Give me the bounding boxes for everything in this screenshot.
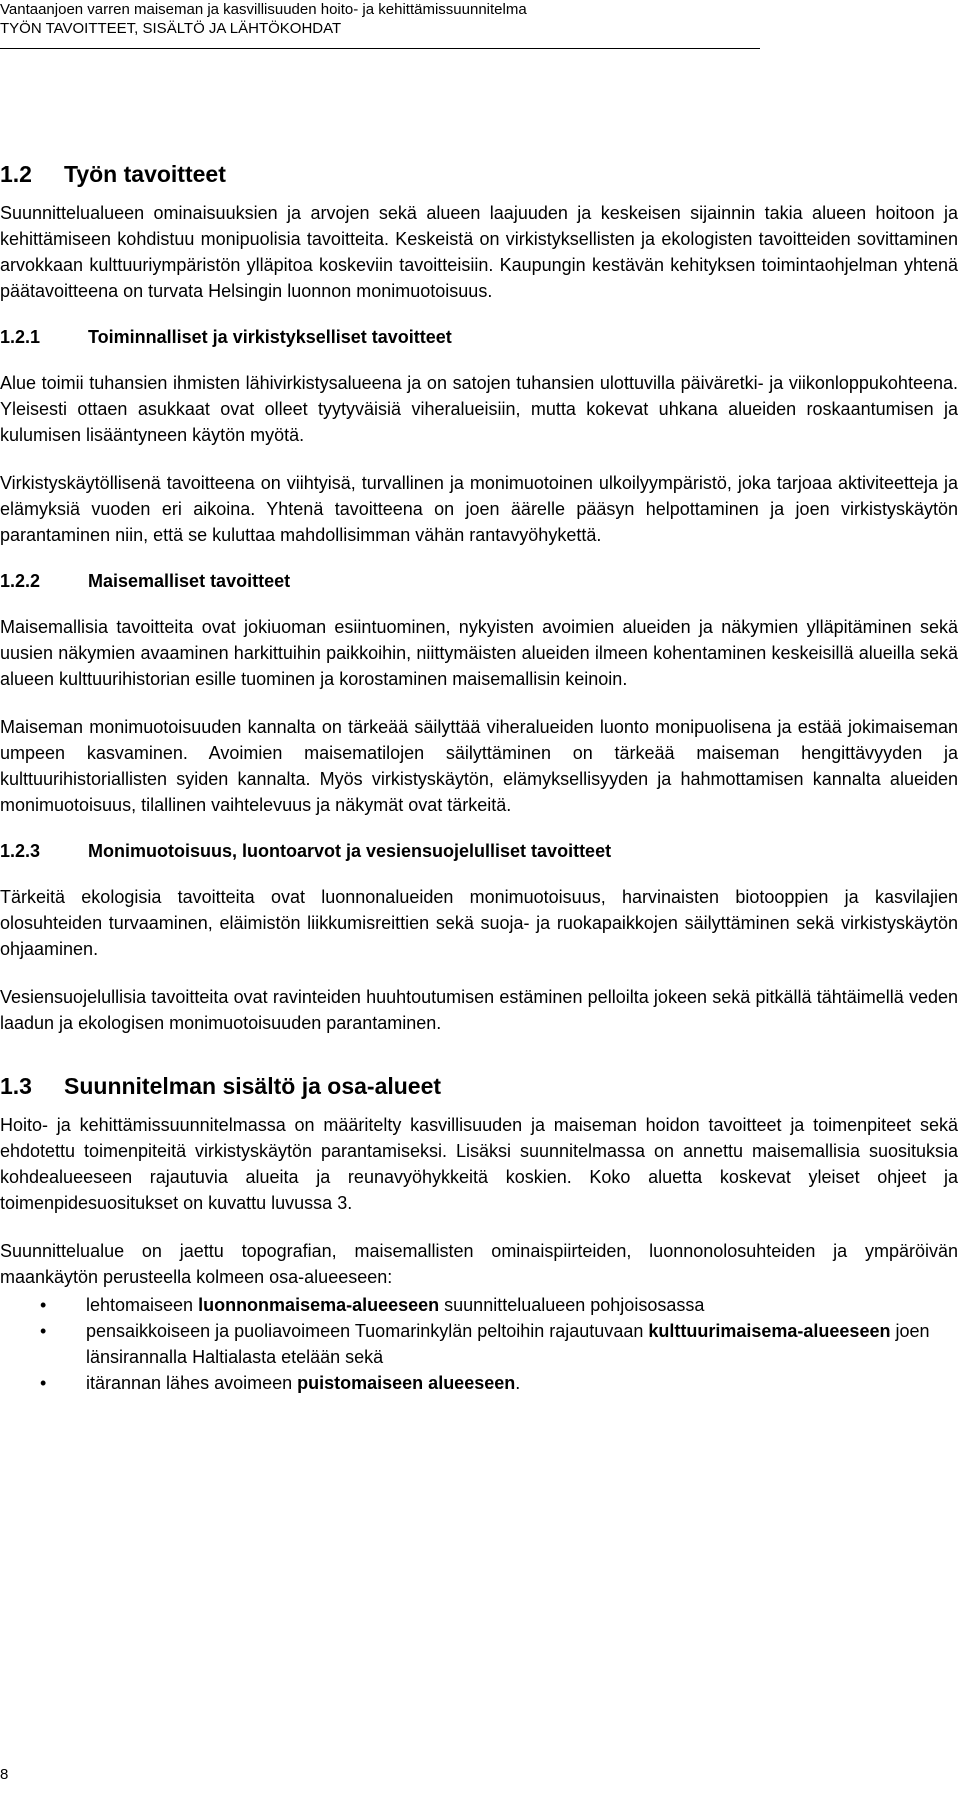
header-divider — [0, 48, 760, 49]
section-number: 1.2.1 — [0, 327, 41, 347]
paragraph: Suunnittelualue on jaettu topografian, maisemallisten ominaispiirteiden, luonnonolosuhteiden ja ympäröivän maankäytön perusteella kolmeen osa-alueeseen: — [0, 1241, 958, 1287]
section-title: Suunnitelman sisältö ja osa-alueet — [64, 1073, 442, 1099]
section-title: Maisemalliset tavoitteet — [88, 571, 291, 591]
paragraph: Vesiensuojelullisia tavoitteita ovat ravinteiden huuhtoutumisen estäminen pelloilta jokeen sekä pitkällä tähtäimellä veden laadun ja ekologisen monimuotoisuuden parantaminen. — [0, 987, 958, 1033]
list-item — [0, 1318, 958, 1370]
list-text: pensaikkoiseen ja puoliavoimeen Tuomarinkylän peltoihin rajautuvaan — [86, 1321, 649, 1341]
list-item — [0, 1370, 958, 1396]
list-text-bold: luonnonmaisema-alueeseen — [198, 1295, 440, 1315]
section-title: Toiminnalliset ja virkistykselliset tavoitteet — [88, 327, 452, 347]
page-header — [0, 0, 760, 38]
section-title: Työn tavoitteet — [64, 161, 226, 187]
paragraph: Maiseman monimuotoisuuden kannalta on tärkeää säilyttää viheralueiden luonto monipuolisena ja estää jokimaiseman umpeen kasvaminen. Avoimien maisematilojen säilyttäminen on tärkeää maiseman hengittävyyden ja kulttuurihistoriallisten syiden kannalta. Myös virkistyskäytön, elämyksellisyyden ja hahmottamisen kannalta alueiden monimuotoisuus, tilallinen vaihtelevuus ja näkymät ovat tärkeitä. — [0, 717, 958, 815]
paragraph: Suunnittelualueen ominaisuuksien ja arvojen sekä alueen laajuuden ja keskeisen sijainnin takia alueen hoitoon ja kehittämiseen kohdistuu monipuolisia tavoitteita. Keskeistä on virkistyksellisten ja ekologisten tavoitteiden sovittaminen arvokkaan kulttuuriympäristön ylläpitoa koskeviin tavoitteisiin. Kaupungin kestävän kehityksen toimintaohjelman yhtenä päätavoitteena on turvata Helsingin luonnon monimuotoisuus. — [0, 203, 958, 301]
chapter-title: TYÖN TAVOITTEET, SISÄLTÖ JA LÄHTÖKOHDAT — [0, 20, 342, 37]
paragraph: Hoito- ja kehittämissuunnitelmassa on määritelty kasvillisuuden ja maiseman hoidon tavoitteet ja toimenpiteet sekä ehdotettu toimenpiteitä virkistyskäytön parantamiseksi. Lisäksi suunnitelmassa on annettu maisemallisia suosituksia kohdealueeseen rajautuvia alueita ja reunavyöhykkeitä koskien. Koko aluetta koskevat yleiset ohjeet ja toimenpidesuositukset on kuvattu luvussa 3. — [0, 1115, 958, 1213]
page-number: 8 — [0, 1766, 9, 1783]
bullet-icon: • — [40, 1295, 47, 1315]
heading-1-2-2 — [0, 570, 958, 592]
section-title: Monimuotoisuus, luontoarvot ja vesiensuojelulliset tavoitteet — [88, 841, 612, 861]
paragraph: Alue toimii tuhansien ihmisten lähivirkistysalueena ja on satojen tuhansien ulottuvilla päiväretki- ja viikonloppukohteena. Yleisesti ottaen asukkaat ovat olleet tyytyväisiä viheralueisiin, mutta kokevat uhkana alueiden roskaantumisen ja kulumisen lisääntyneen käytön myötä. — [0, 373, 958, 445]
list-text: . — [515, 1373, 521, 1393]
bullet-icon: • — [40, 1321, 47, 1341]
sub-area-list — [0, 1292, 958, 1396]
heading-1-3 — [0, 1072, 958, 1100]
section-number: 1.2.3 — [0, 841, 41, 861]
paragraph: Virkistyskäytöllisenä tavoitteena on viihtyisä, turvallinen ja monimuotoinen ulkoilyympäristö, joka tarjoaa aktiviteetteja ja elämyksiä vuoden eri aikoina. Yhtenä tavoitteena on joen äärelle pääsyn helpottaminen ja joen virkistyskäytön parantaminen niin, että se kuluttaa mahdollisimman vähän rantavyöhykettä. — [0, 473, 958, 545]
list-text: suunnittelualueen pohjoisosassa — [439, 1295, 705, 1315]
heading-1-2 — [0, 160, 958, 188]
page-content — [0, 160, 958, 1396]
list-text: lehtomaiseen — [86, 1295, 199, 1315]
section-number: 1.2.2 — [0, 571, 41, 591]
heading-1-2-1 — [0, 326, 958, 348]
section-number: 1.3 — [0, 1073, 32, 1099]
list-text-bold: kulttuurimaisema-alueeseen — [648, 1321, 891, 1341]
list-item — [0, 1292, 958, 1318]
document-title: Vantaanjoen varren maiseman ja kasvillisuuden hoito- ja kehittämissuunnitelma — [0, 1, 527, 18]
bullet-icon: • — [40, 1373, 47, 1393]
paragraph: Maisemallisia tavoitteita ovat jokiuoman esiintuominen, nykyisten avoimien alueiden ja näkymien ylläpitäminen sekä uusien näkymien avaaminen harkittuihin paikkoihin, niittymäisten alueiden ilmeen kohentaminen keskeisillä alueilla sekä alueen kulttuurihistorian esille tuominen ja korostaminen maisemallisin keinoin. — [0, 617, 958, 689]
list-text: joen länsirannalla Haltialasta etelään sekä — [86, 1321, 930, 1367]
paragraph: Tärkeitä ekologisia tavoitteita ovat luonnonalueiden monimuotoisuus, harvinaisten biotooppien ja kasvilajien olosuhteiden turvaaminen, eläimistön liikkumisreittien sekä suoja- ja ruokapaikkojen säilyttäminen sekä virkistyskäytön ohjaaminen. — [0, 887, 958, 959]
section-number: 1.2 — [0, 161, 32, 187]
heading-1-2-3 — [0, 840, 958, 862]
list-text-bold: puistomaiseen alueeseen — [297, 1373, 516, 1393]
list-text: itärannan lähes avoimeen — [86, 1373, 298, 1393]
